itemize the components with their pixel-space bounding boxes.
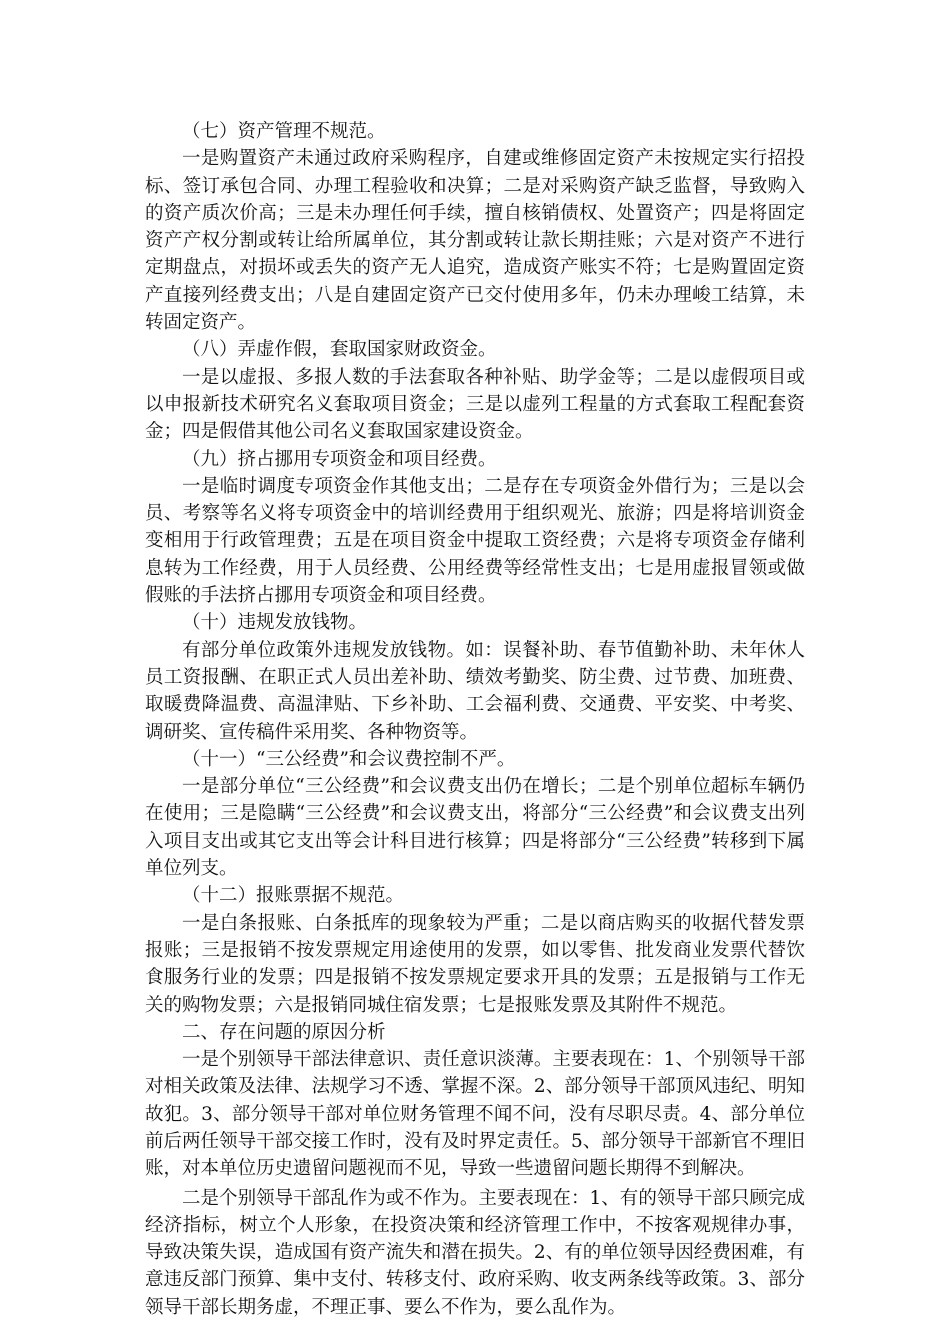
section-body-8: 一是以虚报、多报人数的手法套取各种补贴、助学金等；二是以虚假项目或以申报新技术研究名义套取项目资金；三是以虚列工程量的方式套取工程配套资金；四是假借其他公司名义套取国家建设资金。 bbox=[145, 366, 805, 443]
section-heading-causes: 二、存在问题的原因分析 bbox=[182, 1021, 386, 1043]
section-heading-10: （十）违规发放钱物。 bbox=[182, 612, 368, 634]
section-body-12: 一是白条报账、白条抵库的现象较为严重；二是以商店购买的收据代替发票报账；三是报销不按发票规定用途使用的发票，如以零售、批发商业发票代替饮食服务行业的发票；四是报销不按发票规定要求开具的发票；五是报销与工作无关的购物发票；六是报销同城住宿发票；七是报账发票及其附件不规范。 bbox=[145, 912, 805, 1016]
causes-body-1: 一是个别领导干部法律意识、责任意识淡薄。主要表现在：1、个别领导干部对相关政策及法律、法规学习不透、掌握不深。2、部分领导干部顶风违纪、明知故犯。3、部分领导干部对单位财务管理不闻不问，没有尽职尽责。4、部分单位前后两任领导干部交接工作时，没有及时界定责任。5、部分领导干部新官不理旧账，对本单位历史遗留问题视而不见，导致一些遗留问题长期得不到解决。 bbox=[145, 1049, 805, 1180]
section-heading-9: （九）挤占挪用专项资金和项目经费。 bbox=[182, 448, 497, 470]
document-page bbox=[145, 118, 805, 1321]
causes-body-2: 二是个别领导干部乱作为或不作为。主要表现在：1、有的领导干部只顾完成经济指标，树立个人形象，在投资决策和经济管理工作中，不按客观规律办事，导致决策失误，造成国有资产流失和潜在损失。2、有的单位领导因经费困难，有意违反部门预算、集中支付、转移支付、政府采购、收支两条线等政策。3、部分领导干部长期务虚，不理正事、要么不作为，要么乱作为。 bbox=[145, 1187, 805, 1318]
section-body-11: 一是部分单位“三公经费”和会议费支出仍在增长；二是个别单位超标车辆仍在使用；三是隐瞒“三公经费”和会议费支出，将部分“三公经费”和会议费支出列入项目支出或其它支出等会计科目进行核算；四是将部分“三公经费”转移到下属单位列支。 bbox=[145, 776, 805, 880]
section-heading-11: （十一）“三公经费”和会议费控制不严。 bbox=[182, 748, 516, 770]
section-heading-12: （十二）报账票据不规范。 bbox=[182, 885, 405, 907]
section-body-10: 有部分单位政策外违规发放钱物。如：误餐补助、春节值勤补助、未年休人员工资报酬、在职正式人员出差补助、绩效考勤奖、防尘费、过节费、加班费、取暖费降温费、高温津贴、下乡补助、工会福利费、交通费、平安奖、中考奖、调研奖、宣传稿件采用奖、各种物资等。 bbox=[145, 639, 805, 743]
section-body-9: 一是临时调度专项资金作其他支出；二是存在专项资金外借行为；三是以会员、考察等名义将专项资金中的培训经费用于组织观光、旅游；四是将培训资金变相用于行政管理费；五是在项目资金中提取工资经费；六是将专项资金存储利息转为工作经费，用于人员经费、公用经费等经常性支出；七是用虚报冒领或做假账的手法挤占挪用专项资金和项目经费。 bbox=[145, 475, 805, 607]
section-heading-7: （七）资产管理不规范。 bbox=[182, 121, 386, 142]
section-heading-8: （八）弄虚作假，套取国家财政资金。 bbox=[182, 339, 497, 361]
section-body-7: 一是购置资产未通过政府采购程序，自建或维修固定资产未按规定实行招投标、签订承包合同、办理工程验收和决算；二是对采购资产缺乏监督，导致购入的资产质次价高；三是未办理任何手续，擅自核销债权、处置资产；四是将固定资产产权分割或转让给所属单位，其分割或转让款长期挂账；六是对资产不进行定期盘点，对损坏或丢失的资产无人追究，造成资产账实不符；七是购置固定资产直接列经费支出；八是自建固定资产已交付使用多年，仍未办理峻工结算，未转固定资产。 bbox=[145, 148, 805, 334]
